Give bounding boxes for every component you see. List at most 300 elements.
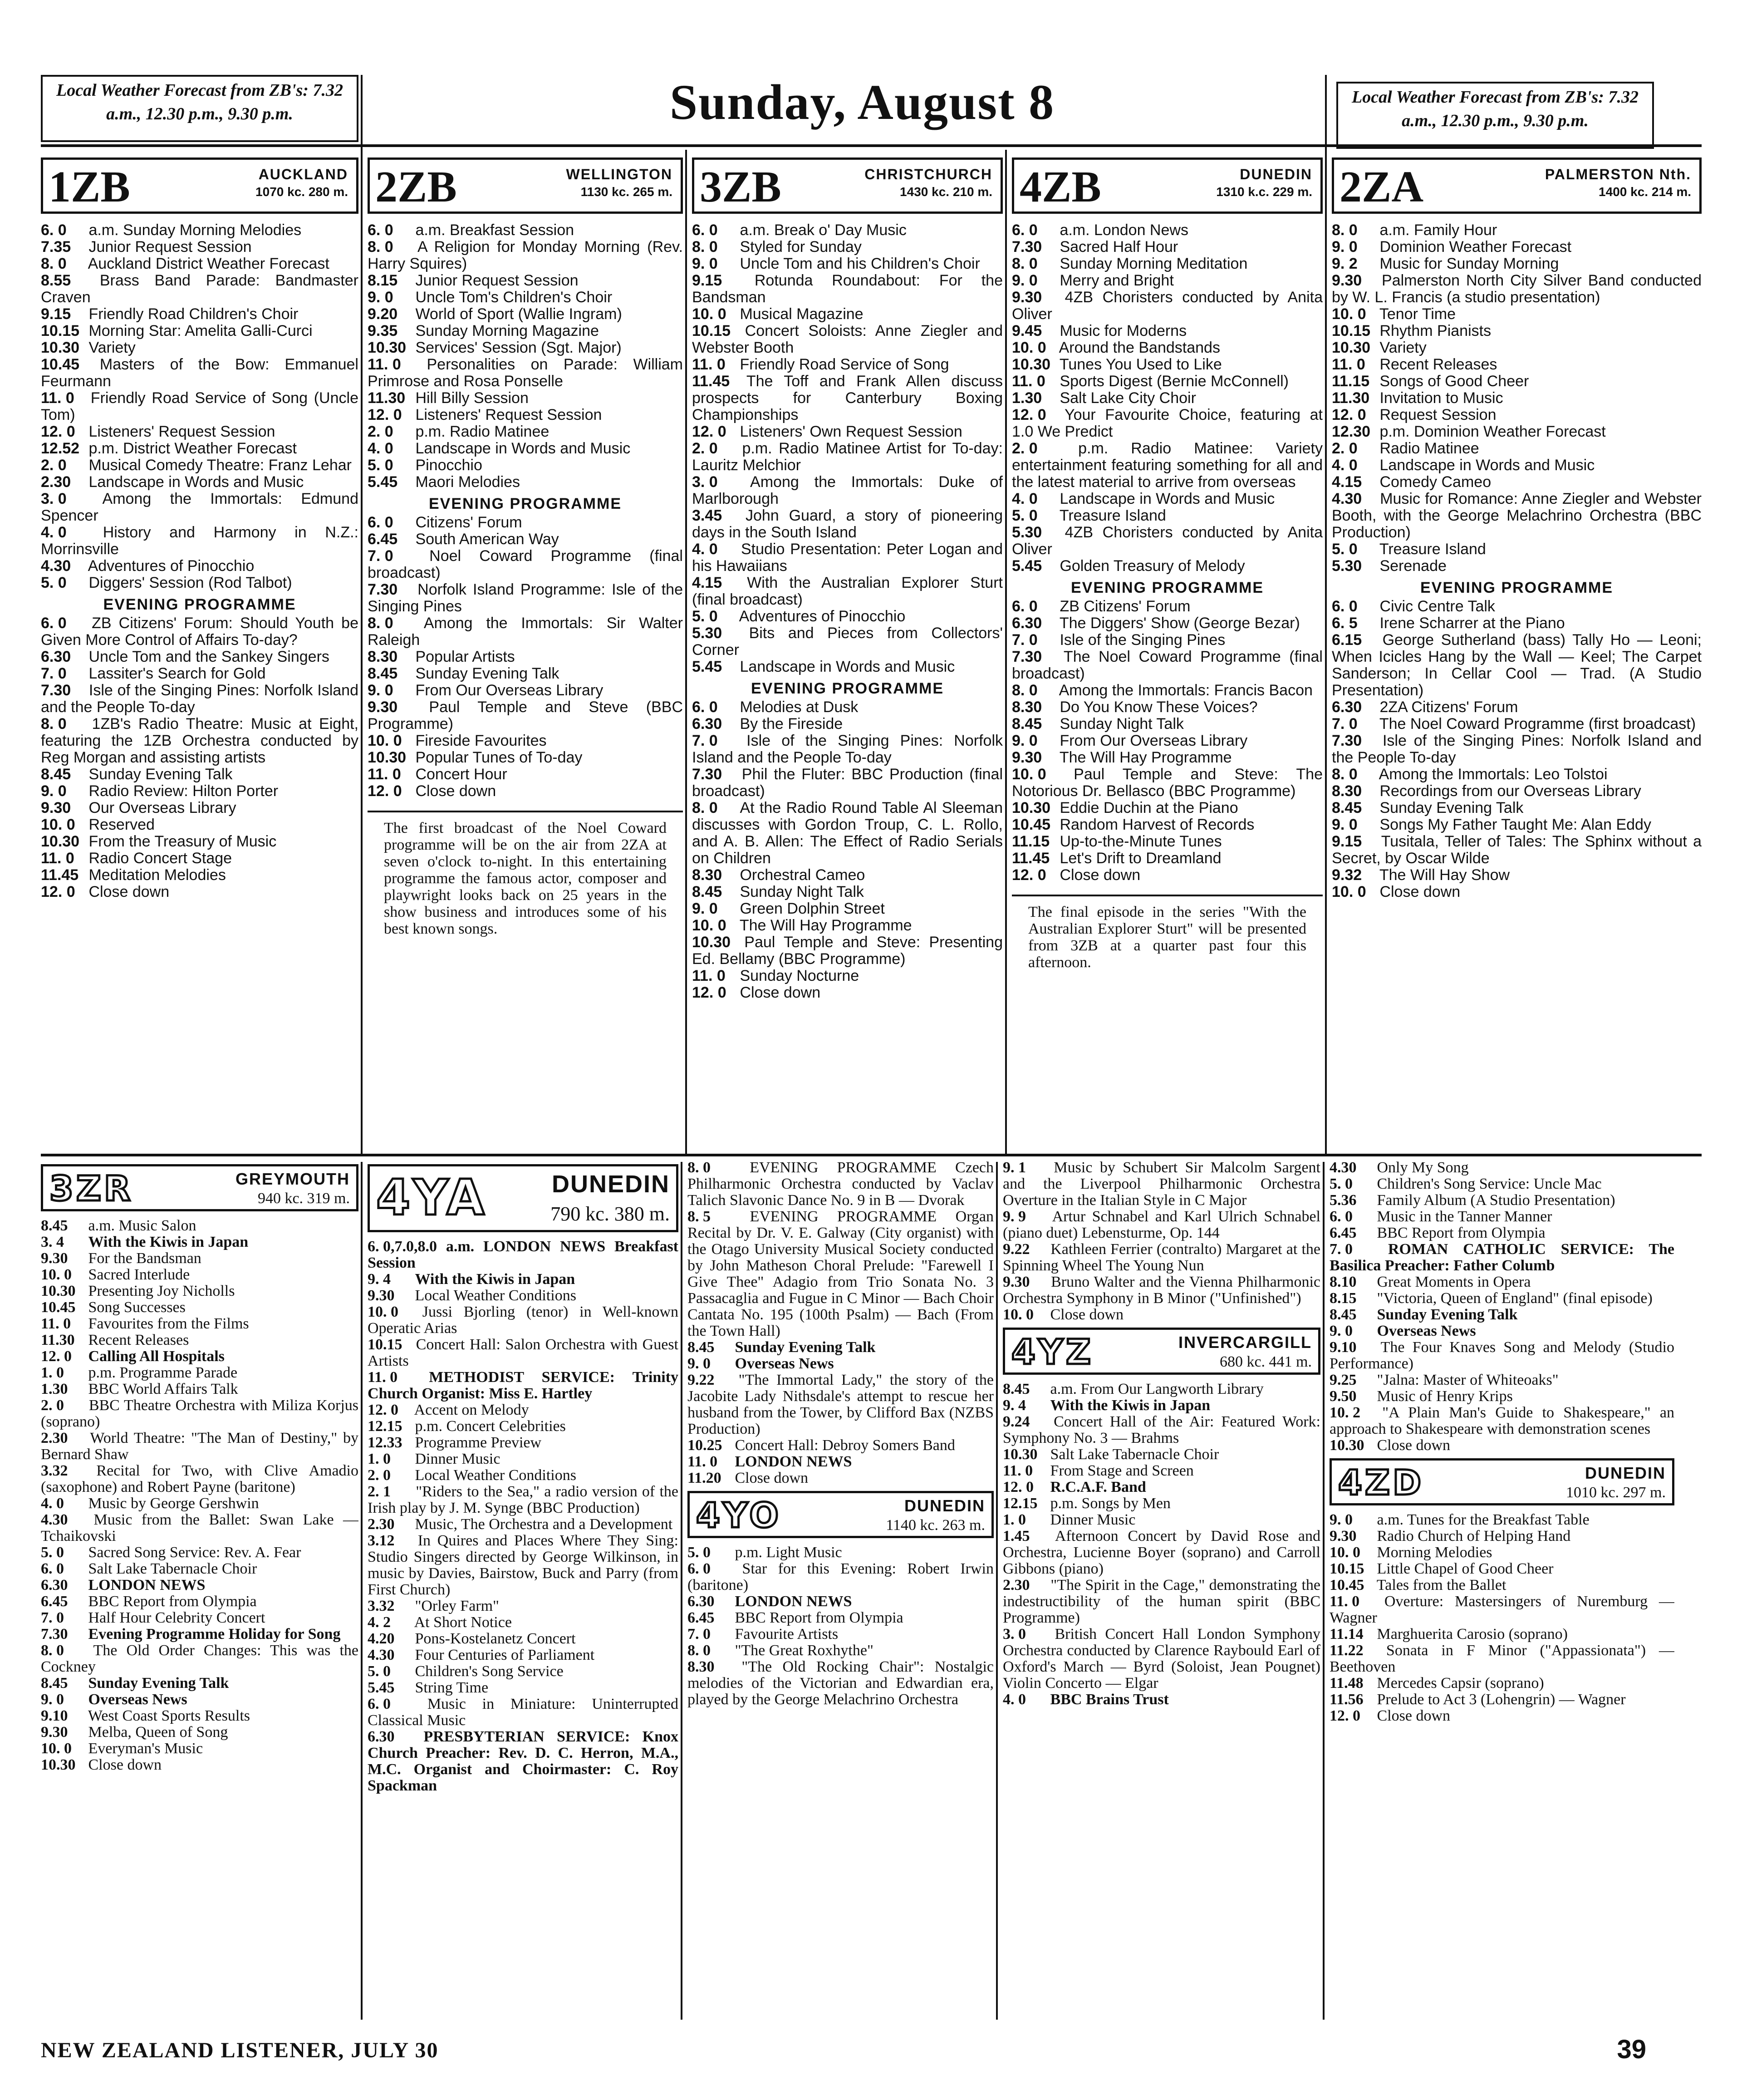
entry-time: 2. 0 xyxy=(1332,440,1358,457)
entry-title: Auckland District Weather Forecast xyxy=(88,255,329,272)
schedule-entry xyxy=(1330,1512,1674,1528)
entry-time: 9. 0 xyxy=(1012,272,1038,289)
schedule-entry xyxy=(692,733,1003,766)
schedule-entry xyxy=(692,306,1003,323)
entry-time: 9. 0 xyxy=(1332,816,1358,833)
entry-title: p.m. Radio Matinee xyxy=(415,423,550,440)
entry-time: 7.30 xyxy=(41,1626,68,1643)
entry-title: With the Kiwis in Japan xyxy=(415,1271,575,1288)
entry-time: 11.20 xyxy=(687,1470,721,1486)
entry-title: Golden Treasury of Melody xyxy=(1060,557,1245,575)
entry-time: 9.45 xyxy=(1012,322,1042,339)
page-title: Sunday, August 8 xyxy=(669,74,1055,130)
entry-title: Listeners' Request Session xyxy=(88,423,275,440)
entry-time: 4. 2 xyxy=(368,1614,391,1631)
entry-title: A Religion for Monday Morning (Rev. Harry Squires) xyxy=(368,238,683,272)
entry-title: Melba, Queen of Song xyxy=(88,1724,228,1741)
station-logo xyxy=(41,1164,358,1211)
entry-title: Isle of the Singing Pines: Norfolk Island and the People To-day xyxy=(692,732,1003,766)
schedule-entry xyxy=(41,1365,358,1381)
col-rule xyxy=(996,1162,998,2020)
station-city: INVERCARGILL xyxy=(1178,1333,1312,1352)
entry-time: 10. 0 xyxy=(1012,339,1046,356)
schedule-entry xyxy=(1330,1675,1674,1692)
entry-time: 9. 0 xyxy=(368,682,393,699)
schedule-entry xyxy=(368,699,683,733)
schedule-entry xyxy=(1003,1381,1320,1397)
schedule-entry xyxy=(692,222,1003,239)
schedule-entry xyxy=(1330,1241,1674,1274)
schedule-entry xyxy=(368,1239,678,1271)
entry-title: Close down xyxy=(1377,1437,1450,1454)
section-heading: EVENING PROGRAMME xyxy=(1420,579,1614,596)
schedule-entry xyxy=(368,1467,678,1484)
entry-title: a.m. From Our Langworth Library xyxy=(1050,1381,1264,1397)
station-frequency: 1400 kc. 214 m. xyxy=(1599,185,1691,199)
entry-title: a.m. Sunday Morning Melodies xyxy=(88,221,302,239)
entry-time: 7. 0 xyxy=(1012,631,1038,649)
entry-time: 9.10 xyxy=(41,1707,68,1724)
entry-time: 6. 0 xyxy=(368,1696,391,1712)
entry-time: 11. 0 xyxy=(41,850,74,867)
schedule-entry xyxy=(1332,323,1702,339)
entry-time: 8.30 xyxy=(692,866,722,884)
schedule-entry xyxy=(692,256,1003,272)
schedule-entry xyxy=(41,649,358,665)
entry-title: "The Immortal Lady," the story of the Jacobite Lady Nithsdale's attempt to rescue her husband from the Tower, by Clifford Bax (NZBS Production) xyxy=(687,1372,994,1437)
schedule-entry xyxy=(368,474,683,491)
entry-title: Recent Releases xyxy=(88,1332,189,1348)
entry-time: 4. 0 xyxy=(41,524,67,541)
entry-time: 6.30 xyxy=(687,1593,715,1610)
station-frequency: 790 kc. 380 m. xyxy=(550,1203,670,1225)
schedule-entry xyxy=(1330,1209,1674,1225)
entry-title: Paul Temple and Steve (BBC Programme) xyxy=(368,698,683,733)
schedule-entry xyxy=(41,1593,358,1610)
entry-time: 2.30 xyxy=(41,1430,68,1446)
entry-title: EVENING PROGRAMME Organ Recital by Dr. V. E. Galway (City organist) with the Otago University Musical Society conducted by John Matheson Choral Prelude: "Farewell I Give Thee" Adagio from Trio Sonata No. 3 Passacaglia and Fugue in C Minor — Bach Choir Cantata No. 195 (100th Psalm) — Bach (From the Town Hall) xyxy=(687,1208,994,1339)
entry-time: 5. 0 xyxy=(41,574,67,591)
entry-title: Dinner Music xyxy=(1050,1511,1136,1528)
entry-title: p.m. Songs by Men xyxy=(1050,1495,1171,1512)
entry-title: Concert Hall: Debroy Somers Band xyxy=(735,1437,955,1454)
schedule-entry xyxy=(1332,733,1702,766)
station-frequency: 1070 kc. 280 m. xyxy=(255,185,348,199)
entry-time: 5.45 xyxy=(1012,557,1042,575)
entry-time: 12. 0 xyxy=(368,406,402,423)
entry-title: Tunes You Used to Like xyxy=(1059,356,1222,373)
entry-time: 8. 0 xyxy=(1012,682,1038,699)
entry-time: 11. 0 xyxy=(368,766,401,783)
entry-title: Concert Soloists: Anne Ziegler and Webster Booth xyxy=(692,322,1003,356)
entry-time: 6.45 xyxy=(1330,1225,1357,1241)
entry-title: Norfolk Island Programme: Isle of the Singing Pines xyxy=(368,581,683,615)
entry-title: Four Centuries of Parliament xyxy=(415,1647,595,1663)
schedule-entry xyxy=(692,373,1003,423)
entry-title: Friendly Road Service of Song (Uncle Tom) xyxy=(41,389,358,423)
schedule-entry xyxy=(41,1708,358,1724)
entry-title: Mercedes Capsir (soprano) xyxy=(1377,1675,1544,1692)
schedule-entry xyxy=(368,222,683,239)
schedule-entry xyxy=(1012,373,1323,390)
schedule-entry xyxy=(687,1593,994,1610)
schedule-entry xyxy=(692,934,1003,968)
entry-title: Music, The Orchestra and a Development xyxy=(415,1516,673,1533)
entry-title: Music in Miniature: Uninterrupted Classical Music xyxy=(368,1696,678,1729)
entry-time: 8. 0 xyxy=(368,615,393,632)
station-frequency: 1140 kc. 263 m. xyxy=(886,1517,985,1534)
schedule-entry xyxy=(41,884,358,900)
schedule-entry xyxy=(41,575,358,591)
entry-title: Isle of the Singing Pines: Norfolk Island and the People To-day xyxy=(1332,732,1702,766)
entry-title: The Noel Coward Programme (first broadcast) xyxy=(1379,715,1696,733)
entry-time: 5. 0 xyxy=(368,457,393,474)
entry-title: Up-to-the-Minute Tunes xyxy=(1060,833,1222,850)
entry-time: 1. 0 xyxy=(1003,1511,1026,1528)
entry-title: Tales from the Ballet xyxy=(1376,1577,1506,1593)
entry-time: 9.24 xyxy=(1003,1413,1030,1430)
entry-title: The Noel Coward Programme (final broadcast) xyxy=(1012,648,1323,682)
schedule-entry xyxy=(41,682,358,716)
entry-title: Radio Church of Helping Hand xyxy=(1377,1528,1571,1544)
schedule-entry xyxy=(692,968,1003,984)
entry-time: 8. 0 xyxy=(1332,221,1358,239)
entry-time: 11. 0 xyxy=(41,389,74,407)
entry-time: 8. 0 xyxy=(41,255,67,272)
entry-title: Sunday Nocturne xyxy=(740,967,859,984)
entry-title: Bruno Walter and the Vienna Philharmonic Orchestra Symphony in B Minor ("Unfinished") xyxy=(1003,1274,1320,1307)
entry-title: Meditation Melodies xyxy=(88,866,226,884)
entry-time: 3.45 xyxy=(692,507,722,524)
schedule-entry xyxy=(1012,766,1323,800)
schedule-entry xyxy=(41,1610,358,1626)
entry-title: The Diggers' Show (George Bezar) xyxy=(1059,615,1300,632)
entry-time: 3.32 xyxy=(368,1598,395,1614)
entry-title: Paul Temple and Steve: The Notorious Dr. Bellasco (BBC Programme) xyxy=(1012,766,1323,800)
station-call-sign: 3ZR xyxy=(49,1168,133,1209)
entry-title: The Toff and Frank Allen discuss prospects for Canterbury Boxing Championships xyxy=(692,373,1003,423)
entry-time: 10. 0 xyxy=(368,732,402,749)
entry-time: 6. 0 xyxy=(692,698,718,716)
entry-title: Reserved xyxy=(88,816,155,833)
entry-title: BBC World Affairs Talk xyxy=(88,1381,238,1397)
entry-time: 10. 2 xyxy=(1330,1404,1360,1421)
entry-title: Brass Band Parade: Bandmaster Craven xyxy=(41,272,358,306)
entry-time: 7. 0 xyxy=(687,1626,711,1643)
schedule-entry xyxy=(41,1463,358,1495)
entry-title: Services' Session (Sgt. Major) xyxy=(415,339,622,356)
schedule-entry xyxy=(41,615,358,649)
entry-title: Songs My Father Taught Me: Alan Eddy xyxy=(1379,816,1651,833)
schedule-entry xyxy=(368,289,683,306)
schedule-entry xyxy=(1332,457,1702,474)
entry-time: 9. 1 xyxy=(1003,1160,1026,1176)
station-logo xyxy=(1012,157,1323,214)
schedule-entry xyxy=(41,1397,358,1430)
schedule-entry xyxy=(687,1643,994,1659)
entry-title: Personalities on Parade: William Primrose and Rosa Ponselle xyxy=(368,356,683,390)
entry-time: 9.30 xyxy=(1003,1274,1030,1290)
schedule-entry xyxy=(41,716,358,766)
entry-title: Sunday Evening Talk xyxy=(415,665,559,682)
entry-title: From Stage and Screen xyxy=(1050,1462,1194,1479)
col-rule xyxy=(361,75,363,1154)
entry-title: a.m. London News xyxy=(1060,221,1188,239)
schedule-entry xyxy=(1332,558,1702,575)
schedule-entry xyxy=(692,800,1003,867)
entry-time: 10.30 xyxy=(1332,339,1371,356)
entry-time: 12. 0 xyxy=(1012,866,1046,884)
entry-time: 11.30 xyxy=(41,1332,75,1348)
schedule-entry xyxy=(41,474,358,491)
entry-time: 5. 0 xyxy=(687,1544,711,1561)
entry-title: Eddie Duchin at the Piano xyxy=(1060,799,1238,816)
entry-time: 12. 0 xyxy=(692,423,726,440)
schedule-entry xyxy=(1330,1176,1674,1192)
schedule-entry xyxy=(368,1680,678,1696)
entry-title: Pons-Kostelanetz Concert xyxy=(415,1630,576,1647)
entry-time: 3. 4 xyxy=(41,1234,64,1250)
entry-time: 4. 0 xyxy=(1003,1691,1026,1708)
entry-title: Sunday Night Talk xyxy=(1060,715,1184,733)
entry-title: Close down xyxy=(88,1756,162,1773)
schedule-entry xyxy=(1330,1290,1674,1307)
entry-title: Recordings from our Overseas Library xyxy=(1379,782,1641,800)
entry-title: Sunday Evening Talk xyxy=(1377,1306,1518,1323)
schedule-entry xyxy=(1012,491,1323,507)
schedule-entry xyxy=(41,1495,358,1512)
entry-time: 2.30 xyxy=(1003,1577,1030,1593)
entry-time: 8. 0 xyxy=(687,1160,711,1176)
entry-title: Random Harvest of Records xyxy=(1060,816,1255,833)
entry-time: 12. 0 xyxy=(368,1402,398,1418)
schedule-entry xyxy=(1332,783,1702,800)
entry-time: 10.45 xyxy=(41,356,80,373)
entry-title: Friendly Road Service of Song xyxy=(740,356,949,373)
entry-title: BBC Report from Olympia xyxy=(1377,1225,1546,1241)
entry-time: 9.15 xyxy=(1332,833,1362,850)
section-heading: EVENING PROGRAMME xyxy=(103,596,296,613)
entry-time: 8.45 xyxy=(1003,1381,1030,1397)
schedule-entry xyxy=(1330,1192,1674,1209)
entry-title: 4ZB Choristers conducted by Anita Oliver xyxy=(1012,524,1323,558)
entry-time: 9.22 xyxy=(1003,1241,1030,1258)
entry-time: 6. 0 xyxy=(1330,1208,1353,1225)
entry-time: 9.30 xyxy=(41,1724,68,1741)
entry-time: 5.30 xyxy=(1012,524,1042,541)
entry-title: Radio Concert Stage xyxy=(88,850,232,867)
entry-time: 10. 0 xyxy=(1330,1544,1360,1561)
schedule-entry xyxy=(1012,524,1323,558)
entry-title: Treasure Island xyxy=(1059,507,1166,524)
schedule-entry xyxy=(368,514,683,531)
entry-title: Melodies at Dusk xyxy=(740,698,859,716)
weather-box-left: Local Weather Forecast from ZB's: 7.32 a.m., 12.30 p.m., 9.30 p.m. xyxy=(41,75,358,142)
station-call-sign: 1ZB xyxy=(49,162,130,211)
schedule-entry xyxy=(368,272,683,289)
entry-title: Variety xyxy=(1379,339,1427,356)
entry-time: 6. 0 xyxy=(1012,221,1038,239)
entry-title: String Time xyxy=(415,1679,489,1696)
entry-title: METHODIST SERVICE: Trinity Church Organist: Miss E. Hartley xyxy=(368,1369,678,1402)
entry-title: At Short Notice xyxy=(414,1614,512,1631)
schedule-entry xyxy=(1012,850,1323,867)
programme-note: The final episode in the series "With the Australian Explorer Sturt" will be presented from 3ZB at a quarter past four this afternoon. xyxy=(1012,895,1323,971)
entry-title: At the Radio Round Table Al Sleeman discusses with Gordon Troup, C. L. Rollo, and A. B. Allen: The Effect of Radio Serials on Children xyxy=(692,799,1003,867)
entry-time: 10.15 xyxy=(1330,1560,1364,1577)
schedule-entry xyxy=(1003,1479,1320,1495)
entry-time: 9.30 xyxy=(41,799,71,816)
schedule-entry xyxy=(1332,867,1702,884)
station-call-sign: 4YZ xyxy=(1011,1332,1094,1372)
schedule-entry xyxy=(1332,833,1702,867)
schedule-entry xyxy=(368,1696,678,1729)
entry-time: 2. 0 xyxy=(41,1397,64,1414)
schedule-entry xyxy=(368,1435,678,1451)
section-rule xyxy=(41,1154,1702,1156)
entry-time: 7.30 xyxy=(368,581,398,598)
schedule-entry xyxy=(1012,239,1323,256)
schedule-entry xyxy=(1003,1495,1320,1512)
entry-time: 4. 0 xyxy=(1332,457,1358,474)
entry-time: 8.30 xyxy=(1332,782,1362,800)
schedule-entry xyxy=(368,1598,678,1614)
entry-time: 12.30 xyxy=(1332,423,1371,440)
entry-time: 4.15 xyxy=(1332,473,1362,491)
entry-time: 9.30 xyxy=(368,1287,395,1304)
entry-title: Lassiter's Search for Gold xyxy=(88,665,266,682)
schedule-entry xyxy=(41,833,358,850)
schedule-entry xyxy=(1332,272,1702,306)
entry-time: 6.15 xyxy=(1332,631,1362,649)
schedule-entry xyxy=(368,1271,678,1288)
entry-time: 11. 0 xyxy=(1012,373,1045,390)
entry-title: Sunday Evening Talk xyxy=(735,1339,876,1356)
schedule-entry xyxy=(687,1209,994,1339)
schedule-entry xyxy=(1330,1692,1674,1708)
entry-time: 9. 0 xyxy=(368,289,393,306)
entry-time: 12. 0 xyxy=(1003,1479,1034,1495)
schedule-entry xyxy=(1332,222,1702,239)
entry-title: BBC Brains Trust xyxy=(1050,1691,1169,1708)
entry-time: 10.30 xyxy=(1012,356,1051,373)
entry-title: "Riders to the Sea," a radio version of the Irish play by J. M. Synge (BBC Production) xyxy=(368,1483,678,1516)
entry-time: 8.30 xyxy=(1012,698,1042,716)
entry-title: Morning Melodies xyxy=(1377,1544,1492,1561)
entry-title: The Will Hay Show xyxy=(1379,866,1510,884)
entry-title: Invitation to Music xyxy=(1379,389,1503,407)
schedule-entry xyxy=(41,1561,358,1577)
schedule-entry xyxy=(368,766,683,783)
entry-time: 9. 2 xyxy=(1332,255,1358,272)
entry-title: Salt Lake Tabernacle Choir xyxy=(88,1560,257,1577)
entry-time: 11.15 xyxy=(1332,373,1370,390)
entry-time: 10. 0 xyxy=(41,1266,72,1283)
entry-time: 12.52 xyxy=(41,440,80,457)
entry-time: 10.30 xyxy=(1012,799,1051,816)
entry-time: 5. 0 xyxy=(41,1544,64,1561)
entry-title: Irene Scharrer at the Piano xyxy=(1379,615,1565,632)
schedule-entry xyxy=(368,1369,678,1402)
entry-time: 9. 4 xyxy=(368,1271,391,1288)
entry-title: Adventures of Pinocchio xyxy=(739,608,906,625)
entry-time: 10. 0 xyxy=(41,816,75,833)
entry-time: 9. 0 xyxy=(1330,1511,1353,1528)
entry-title: a.m. Family Hour xyxy=(1379,221,1497,239)
entry-title: Merry and Bright xyxy=(1060,272,1174,289)
entry-title: Dinner Music xyxy=(415,1451,500,1467)
entry-title: Hill Billy Session xyxy=(415,389,529,407)
entry-time: 8. 0 xyxy=(1012,255,1038,272)
schedule-entry xyxy=(1332,816,1702,833)
entry-time: 2. 0 xyxy=(368,423,393,440)
entry-time: 9.20 xyxy=(368,305,398,323)
entry-time: 6. 0 xyxy=(692,221,718,239)
schedule-entry xyxy=(1332,356,1702,373)
schedule-entry xyxy=(41,1692,358,1708)
entry-title: Great Moments in Opera xyxy=(1377,1274,1531,1290)
schedule-entry xyxy=(1330,1372,1674,1388)
entry-time: 4.30 xyxy=(1330,1160,1357,1176)
schedule-entry xyxy=(692,440,1003,474)
schedule-entry xyxy=(41,1283,358,1299)
schedule-entry xyxy=(1332,598,1702,615)
entry-time: 8.45 xyxy=(368,665,398,682)
schedule-entry xyxy=(368,581,683,615)
entry-time: 7. 0 xyxy=(1332,715,1358,733)
entry-time: 4. 0 xyxy=(41,1495,64,1512)
entry-title: Children's Song Service xyxy=(415,1663,564,1680)
entry-title: Let's Drift to Dreamland xyxy=(1060,850,1222,867)
entry-title: Tenor Time xyxy=(1379,305,1456,323)
entry-time: 1.30 xyxy=(1012,389,1042,407)
entry-time: 5. 0 xyxy=(692,608,718,625)
schedule-entry xyxy=(368,407,683,423)
entry-title: Close down xyxy=(1050,1306,1124,1323)
entry-title: Music in the Tanner Manner xyxy=(1377,1208,1552,1225)
schedule-entry xyxy=(1012,256,1323,272)
entry-time: 12. 0 xyxy=(41,1348,72,1365)
entry-title: Music from the Ballet: Swan Lake — Tchaikovski xyxy=(41,1511,358,1544)
entry-title: Music by Schubert Sir Malcolm Sargent and the Liverpool Philharmonic Orchestra Overture in the Italian Style in C Major xyxy=(1003,1160,1320,1209)
entry-time: 9.25 xyxy=(1330,1372,1357,1388)
entry-time: 7.30 xyxy=(1012,238,1042,256)
entry-time: 9.50 xyxy=(1330,1388,1357,1405)
entry-time: 9.30 xyxy=(1332,272,1362,289)
schedule-entry xyxy=(687,1454,994,1470)
entry-title: "A Plain Man's Guide to Shakespeare," an approach to Shakespeare with demonstration scenes xyxy=(1330,1404,1674,1437)
programme-note: The first broadcast of the Noel Coward programme will be on the air from 2ZA at seven o'clock to-night. In this entertaining programme the famous actor, composer and playwright looks back on 25 years in the show business and introduces some of his best known songs. xyxy=(368,811,683,937)
entry-title: Sunday Morning Meditation xyxy=(1060,255,1248,272)
schedule-entry xyxy=(1330,1323,1674,1339)
entry-title: a.m. Break o' Day Music xyxy=(740,221,907,239)
entry-time: 11. 0 xyxy=(1003,1462,1033,1479)
entry-time: 7. 0 xyxy=(692,732,718,749)
entry-title: Sacred Song Service: Rev. A. Fear xyxy=(88,1544,301,1561)
schedule-entry xyxy=(1003,1241,1320,1274)
entry-time: 4.15 xyxy=(692,574,722,591)
entry-title: Sonata in F Minor ("Appassionata") — Beethoven xyxy=(1330,1642,1674,1675)
entry-time: 1.30 xyxy=(41,1381,68,1397)
schedule-entry xyxy=(1332,716,1702,733)
entry-title: Close down xyxy=(1379,883,1461,900)
entry-title: 2ZA Citizens' Forum xyxy=(1379,698,1518,716)
entry-title: For the Bandsman xyxy=(88,1250,201,1267)
entry-title: Evening Programme Holiday for Song xyxy=(88,1626,341,1643)
entry-title: Overture: Mastersingers of Nuremburg — Wagner xyxy=(1330,1593,1674,1626)
entry-title: Request Session xyxy=(1379,406,1497,423)
entry-time: 10.30 xyxy=(41,1756,76,1773)
